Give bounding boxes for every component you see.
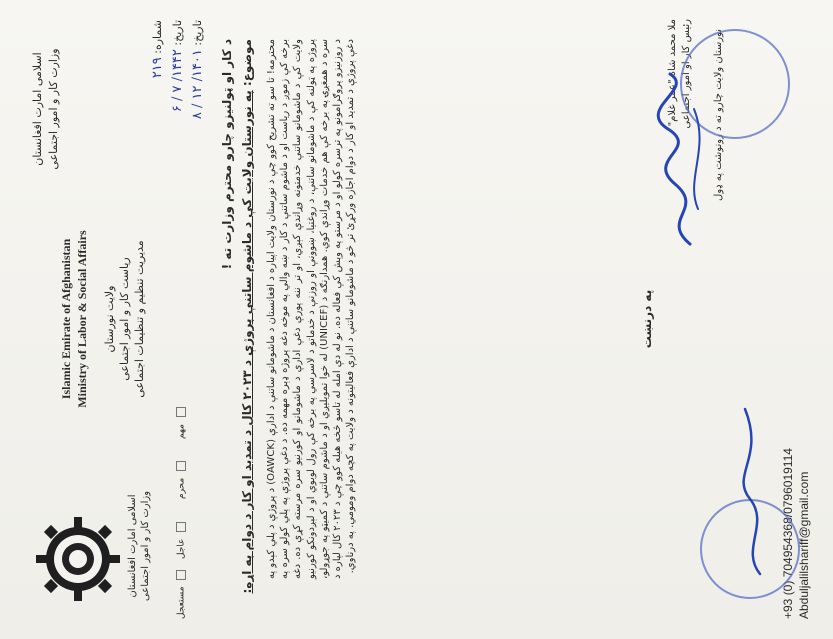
gear-emblem-icon	[36, 517, 120, 601]
date-value-1: ۱۴۴۲/ ۷ / ۶	[170, 49, 185, 113]
checkbox-1	[176, 570, 186, 580]
checkbox-2	[176, 522, 186, 532]
english-title: Islamic Emirate of Afghanistan	[59, 238, 73, 400]
signature-role: رئیس کار او امور اجتماعی	[681, 19, 692, 129]
letterhead	[0, 0, 220, 639]
recipient-line: د کار او ټولنیزو چارو محترم وزارت ته !	[220, 39, 234, 270]
number-label: شماره:	[151, 20, 164, 54]
office-block	[102, 219, 147, 419]
number-field	[150, 20, 165, 78]
signature-name: ملا محمد شاه "عمر غلام"	[667, 19, 678, 127]
handwritten-signature-icon	[650, 69, 710, 249]
date-label-1: تاریخ:	[171, 20, 184, 46]
english-ministry: Ministry of Labor & Social Affairs	[75, 230, 89, 408]
copy-note: نورستان ولایت چارو ته د رونوشت په ډول	[713, 29, 724, 201]
subject-label: موضوع:	[240, 39, 254, 87]
checkbox-4	[176, 407, 186, 417]
letter-body: محترمه! تا سو ته تشریح کوو چې د نورستان ولایت اپیاره د افغانستان د ماشومانو ساتنې د ادارې (OAWCK) د پروژې د پلي کېدو په برخه کې زموږ د ریاست او د ماشوم ساتنې د کار د ښه والي په موخه دغه پروژه ډېره مهمه ده. د دغې پروژې په پلي کولو سره په ولایت کې د ماشومانو ساتنې خدمتونه وړاندې کېږي، او تر ننه پورې دغې ادارې د ماشومانو او کورنیو سره مرسته کړې ده. دغه پروژه په ټولنه کې د ماشومانو ساتنې، د روغتیا، ښوونې او روزنې د خدماتو د لاسرسي په برخه کې رول لوبوي او د لېږدونکو کورنیو سره د همغږۍ په برخه کې هم خدمات وړاندې کوي. همدارنګه د (UNICEF) له خوا تمویلیږي او د ماشوم ساتنې د کمیټو په جوړولو، د روزنیزو پروګرامونو په ترسره کولو او د مرستو په وېش کې فعاله ده. نو له دې امله له تاسو څخه هیله کوو چې د ۲۰۲۳ کال لپاره د دغې پروژې د تمدید او کار د دوام اجازه ورکړئ تر څو د ماشومانو ساتنې د ادارې فعالیتونه د ولایت په کچه دوام ومومي. په درناوي.	[266, 39, 357, 579]
check-item-2	[176, 522, 187, 559]
department-name: ریاست کار و امور اجتماعی	[118, 257, 131, 381]
ministry-dari: وزارت کار و امور اجتماعی	[140, 490, 151, 602]
closing-regards: په درنښت	[640, 289, 654, 349]
check-item-3	[176, 461, 187, 499]
ministry-pashto: اسلامی امارت افغانستان	[127, 494, 138, 598]
emblem-caption	[126, 471, 152, 621]
check-label-1: مستعجل	[176, 586, 187, 619]
number-value: ۲۱۹	[150, 57, 165, 79]
date-field-1	[170, 20, 185, 112]
date-value-2: ۱۴۰۱/ ۱۲ / ۸	[190, 49, 205, 120]
english-title-block	[58, 209, 90, 429]
date-field-2	[190, 20, 205, 119]
date-label-2: تاریخ:	[191, 20, 204, 46]
section-name: مدیریت تنظیم و تنظیمات اجتماعی	[133, 240, 146, 398]
province-name: ولایت نورستان	[103, 285, 116, 353]
priority-checkboxes	[176, 359, 206, 619]
arabic-title-block	[30, 19, 62, 199]
check-label-2: عاجل	[176, 538, 187, 559]
check-label-4: مهم	[176, 424, 187, 439]
subject-text: په نورستان ولایت کې د ماشوم ساتنې پروژې د ۲۰۲۳ کال د تمدید او کار د دوام په اړه:	[240, 90, 254, 594]
handwritten-signature-2-icon	[735, 399, 775, 579]
contact-email: Abduljalilshariff@gmail.com	[797, 471, 811, 619]
check-label-3: محرم	[176, 477, 187, 499]
arabic-title: اسلامی امارت افغانستان	[31, 52, 44, 166]
contact-phone: +93 (0) 704954368/0796019114	[781, 448, 795, 619]
checkbox-3	[176, 461, 186, 471]
check-item-4	[176, 407, 187, 439]
check-item-1	[176, 570, 187, 619]
arabic-ministry: وزارت کار و امور اجتماعی	[47, 48, 60, 170]
subject-line	[240, 39, 254, 599]
